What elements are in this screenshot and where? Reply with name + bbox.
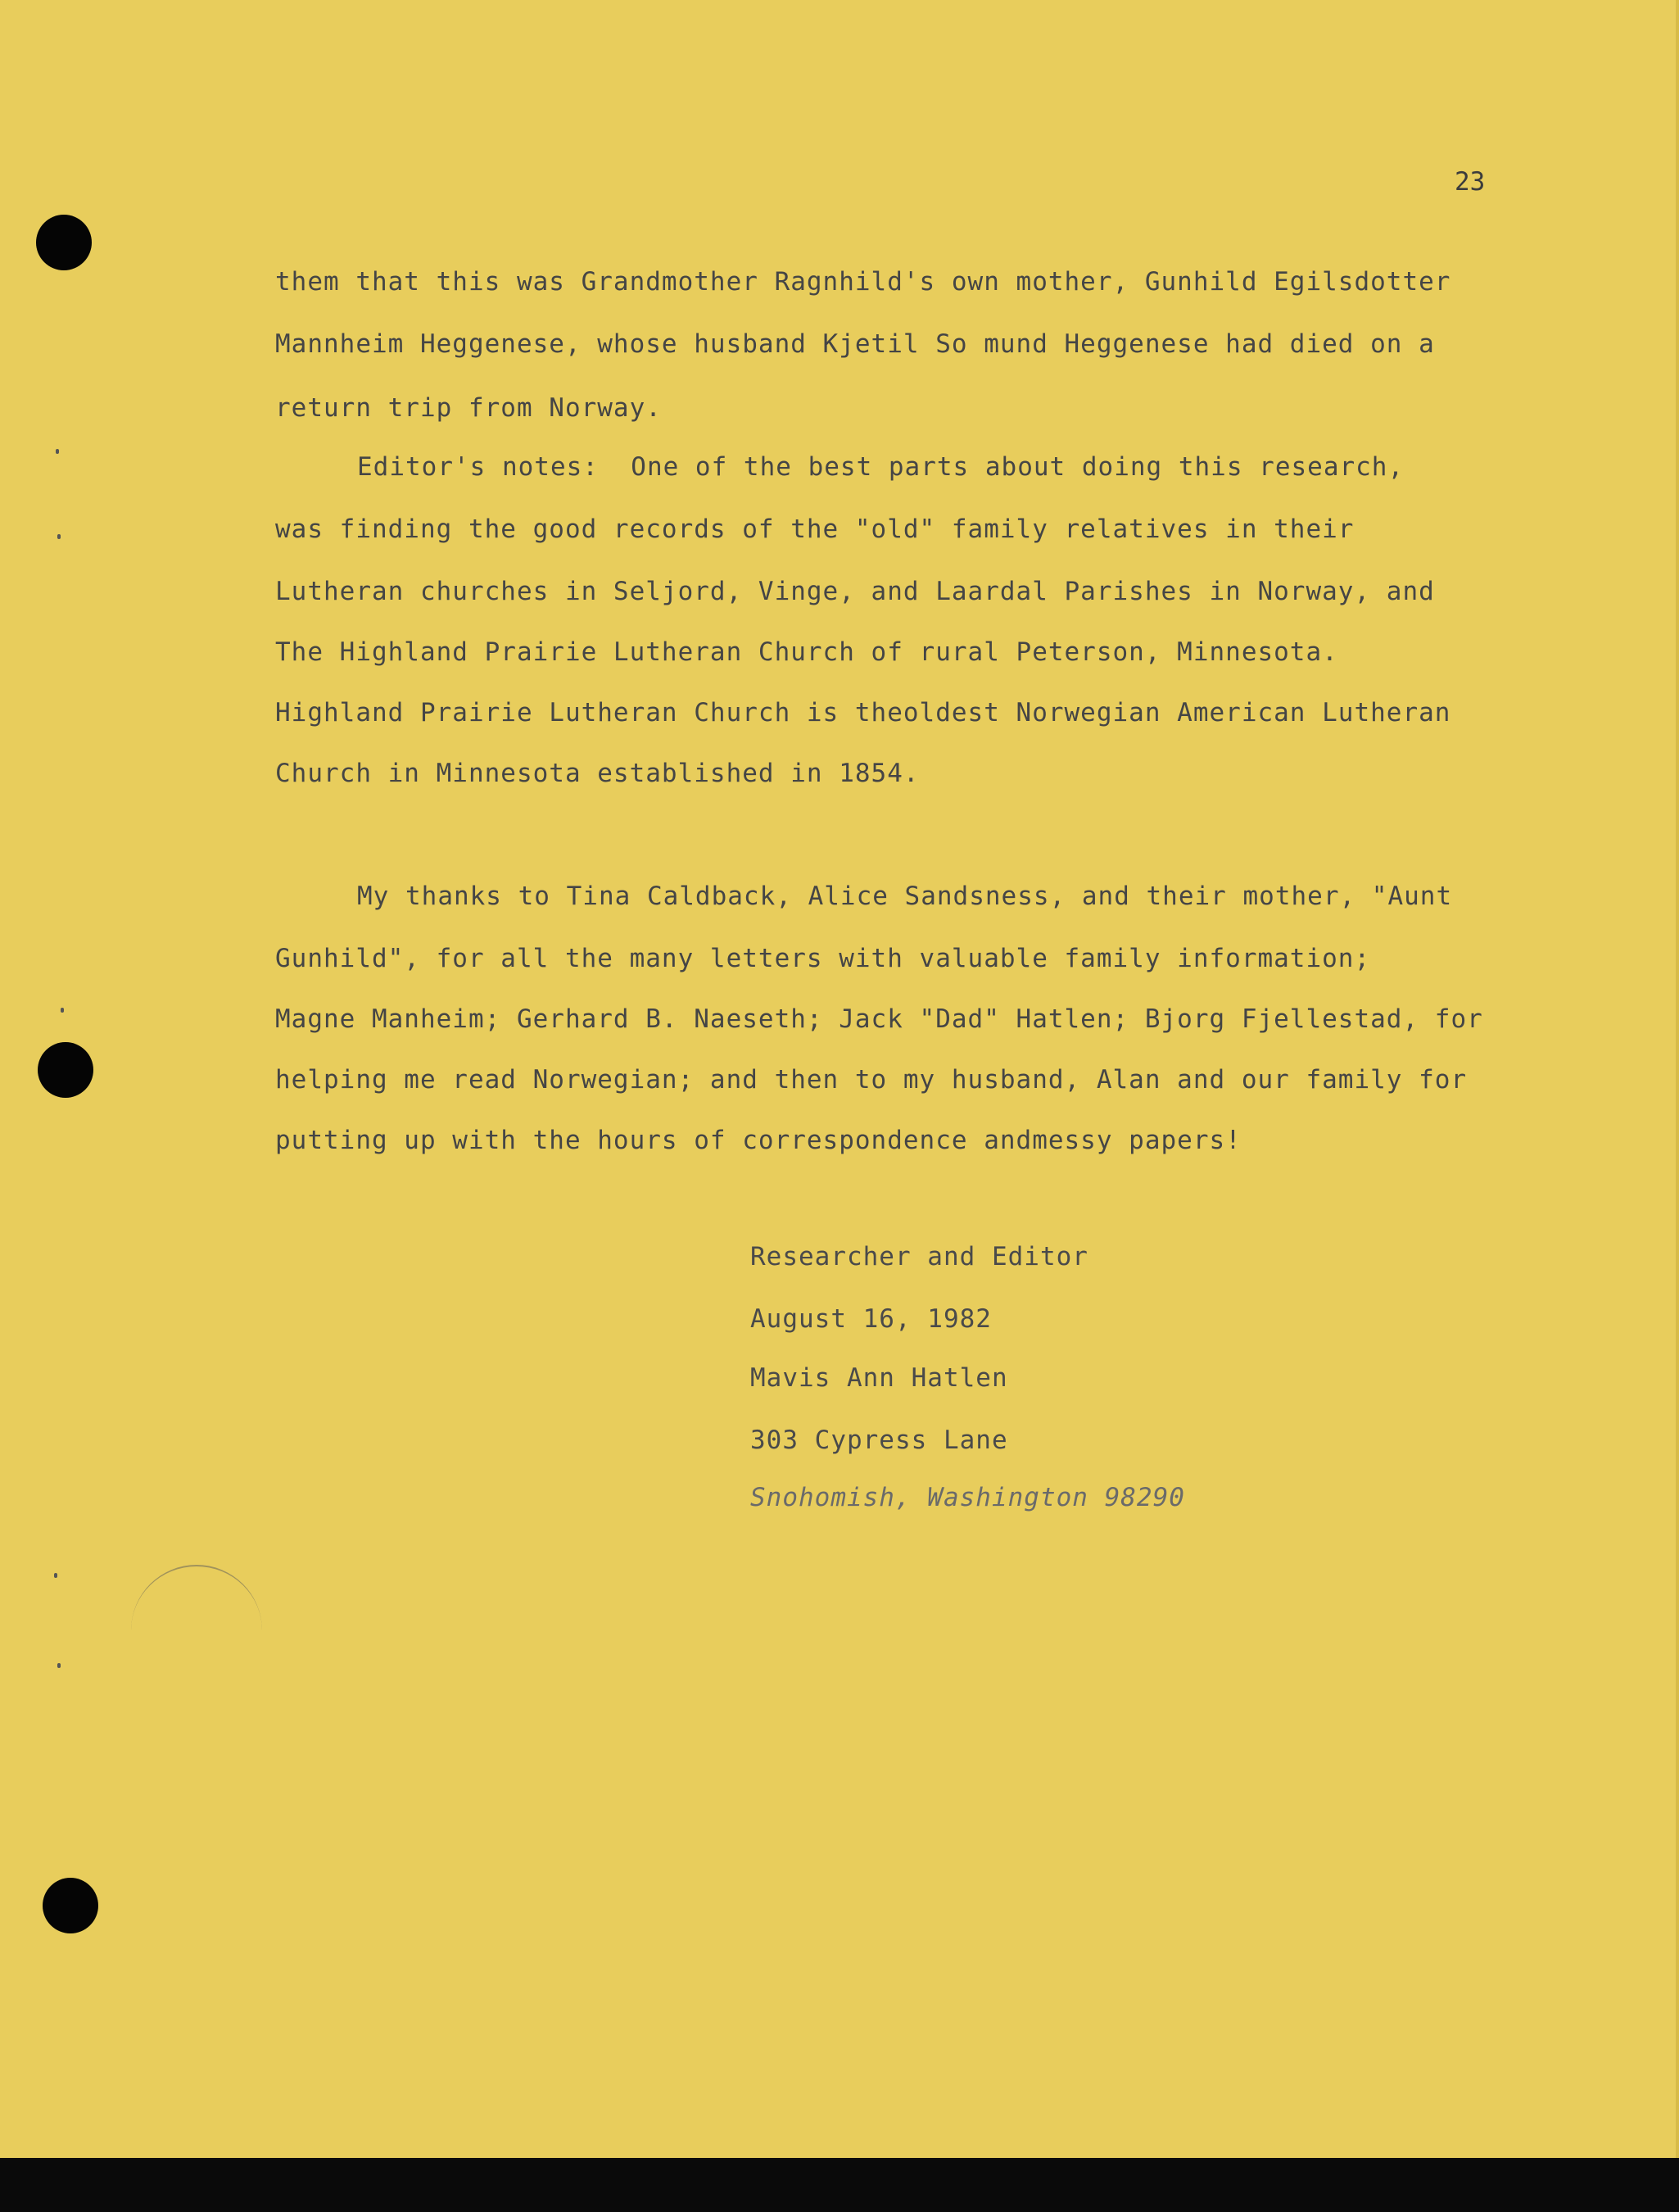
body-line: them that this was Grandmother Ragnhild's own mother, Gunhild Egilsdotter [275, 267, 1451, 297]
paper-speck [61, 1008, 64, 1013]
body-line: Highland Prairie Lutheran Church is theoldest Norwegian American Lutheran [275, 698, 1451, 728]
body-line: Editor's notes: One of the best parts about doing this research, [357, 452, 1405, 482]
binder-hole-middle [38, 1042, 93, 1098]
body-line: Church in Minnesota established in 1854. [275, 759, 920, 788]
paper-speck [57, 1663, 61, 1668]
signature-role: Researcher and Editor [750, 1242, 1088, 1271]
body-line: putting up with the hours of correspondence andmessy papers! [275, 1126, 1242, 1155]
paper-speck [57, 534, 61, 539]
binder-hole-bottom [43, 1878, 98, 1933]
body-line: My thanks to Tina Caldback, Alice Sandsness, and their mother, "Aunt [357, 882, 1453, 911]
signature-street: 303 Cypress Lane [750, 1426, 1008, 1455]
paper-speck [56, 449, 59, 454]
page-number: 23 [1455, 167, 1486, 197]
body-line: Lutheran churches in Seljord, Vinge, and Laardal Parishes in Norway, and [275, 577, 1435, 606]
body-line: Gunhild", for all the many letters with valuable family information; [275, 944, 1371, 973]
body-line: The Highland Prairie Lutheran Church of rural Peterson, Minnesota. [275, 637, 1338, 667]
signature-date: August 16, 1982 [750, 1304, 992, 1334]
signature-city: Snohomish, Washington 98290 [750, 1483, 1185, 1512]
binder-hole-top [36, 215, 92, 270]
body-line: was finding the good records of the "old" family relatives in their [275, 514, 1355, 544]
scan-border [0, 2158, 1679, 2212]
body-line: Mannheim Heggenese, whose husband Kjetil So mund Heggenese had died on a [275, 329, 1435, 359]
page-edge [1676, 0, 1679, 2158]
body-line: Magne Manheim; Gerhard B. Naeseth; Jack "Dad" Hatlen; Bjorg Fjellestad, for [275, 1004, 1483, 1034]
paper-speck [54, 1573, 57, 1578]
body-line: return trip from Norway. [275, 393, 662, 423]
pencil-mark [131, 1565, 262, 1640]
signature-name: Mavis Ann Hatlen [750, 1363, 1008, 1393]
body-line: helping me read Norwegian; and then to my husband, Alan and our family for [275, 1065, 1468, 1095]
